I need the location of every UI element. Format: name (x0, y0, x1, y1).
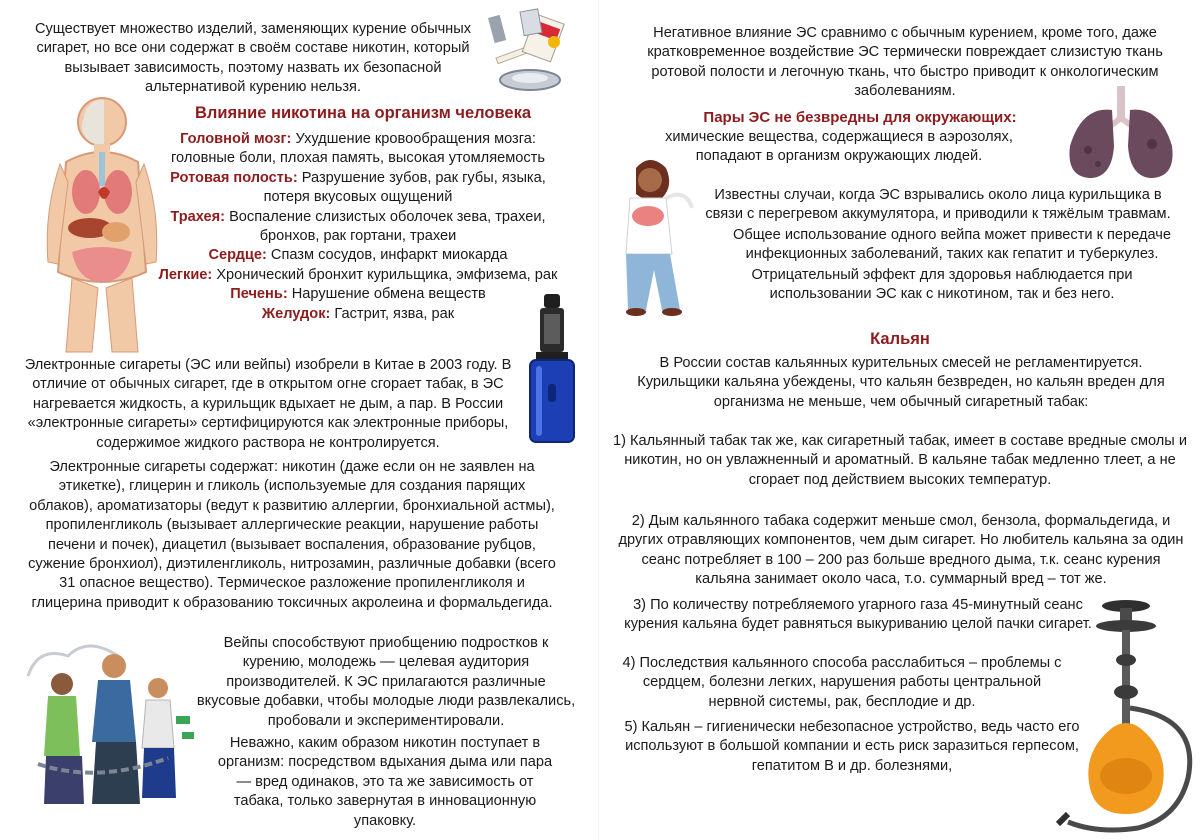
negative-effect-text: Негативное влияние ЭС сравнимо с обычным курением, кроме того, даже кратковременное воздействие ЭС термически повреждает слизистую ткань ротовой полости и легочную ткань, что быстро приводит к онкологическим заболеваниям. (647, 25, 1163, 100)
hookah-intro-text: В России состав кальянных курительных смесей не регламентируется. Курильщики кальяна убеждены, что кальян безвреден, но кальян вреден для организма не меньше, чем обычный сигаретный табак: (637, 355, 1165, 410)
organ-mouth: Ротовая полость: Разрушение зубов, рак губы, языка, потеря вкусовых ощущений (170, 169, 546, 206)
human-anatomy-icon (36, 92, 168, 354)
lungs-icon (1062, 86, 1180, 182)
vape-device-icon (526, 292, 578, 444)
intro-text: Существует множество изделий, заменяющих курение обычных сигарет, но все они содержат в своём составе никотин, который вызывает зависимость, поэтому назвать их безопасной альтернативой курению нельзя. (34, 21, 472, 96)
organ-effects-list (158, 130, 558, 324)
cigarettes-ashtray-icon (478, 8, 574, 96)
organ-trachea: Трахея: Воспаление слизистых оболочек зева, трахеи, бронхов, рак гортани, трахеи (170, 208, 546, 245)
ecig-intro-text: Электронные сигареты (ЭС или вейпы) изобрели в Китае в 2003 году. В отличие от обычных сигарет, где в открытом огне сгорает табак, в ЭС нагревается жидкость, а курильщик вдыхает не дым, а пар. В России «электронные сигареты» сертифицируются как электронные приборы, содержимое жидкого раствора не контролируется. (24, 357, 512, 451)
hookah-point-1: 1) Кальянный табак так же, как сигаретный табак, имеет в составе вредные смолы и никотин, но он увлажненный и ароматный. В кальяне табак медленно тлеет, а не сгорает под действием высоких температур. (612, 433, 1188, 488)
hookah-point-4: 4) Последствия кальянного способа расслабиться – проблемы с сердцем, болезни легких, нарушения работы центральной нервной системы, рак, бесплодие и др. (622, 655, 1062, 710)
organ-liver: Печень: Нарушение обмена веществ (230, 286, 486, 303)
organ-lungs: Легкие: Хронический бронхит курильщика, эмфизема, рак (158, 266, 558, 283)
passive-text: химические вещества, содержащиеся в аэрозолях, попадают в организм окружающих людей. (665, 129, 1013, 165)
hookah-point-5: 5) Кальян – гигиенически небезопасное устройство, ведь часто его используют в большой компании и есть риск заразиться герпесом, гепатитом В и др. болезнями, (624, 719, 1080, 774)
youth-smoking-icon (18, 636, 198, 808)
vapes-youth-text: Вейпы способствуют приобщению подростков к курению, молодежь — целевая аудитория производителей. К ЭС прилагаются различные вкусовые добавки, чтобы молодые люди развлекались, пробовали и экспериментировали. (196, 635, 576, 729)
left-panel (0, 0, 598, 840)
ecig-contents-text: Электронные сигареты содержат: никотин (даже если он не заявлен на этикетке), глицерин и гликоль (используемые для создания парящих облаков), ароматизаторы (ведут к развитию аллергии, бронхиальной астмы), пропиленгликоль (вызывает аллергические реакции, нарушение работы печени и почек), диацетил (вызывает воспаления, образование рубцов, сужение бронхиол), диэтиленгликоль, нитрозамин, различные добавки (всего 31 опасное вещество). Термическое разложение пропиленгликоля и глицерина приводит к образованию токсичных акролеина и формальдегида. (28, 459, 556, 611)
page-fold (598, 0, 599, 840)
hookah-point-3: 3) По количеству потребляемого угарного газа 45-минутный сеанс курения кальяна будет равняться выкуриванию целой пачки сигарет. (624, 597, 1092, 633)
conclusion-text: Неважно, каким образом никотин поступает в организм: посредством вдыхания дыма или пара — вред одинаков, это та же зависимость от табака, только завернутая в инновационную упаковку. (217, 735, 553, 829)
sick-woman-icon (606, 150, 698, 318)
right-panel (602, 0, 1200, 840)
passive-heading: Пары ЭС не безвредны для окружающих: (703, 109, 1017, 126)
organ-heart: Сердце: Спазм сосудов, инфаркт миокарда (208, 247, 508, 264)
nicotine-heading: Влияние никотина на организм человека (194, 104, 532, 122)
hookah-heading: Кальян (870, 330, 930, 348)
shared-use-text: Общее использование одного вейпа может привести к передаче инфекционных заболеваний, таких как гепатит и туберкулез. (732, 227, 1171, 263)
explosions-text: Известны случаи, когда ЭС взрывались около лица курильщика в связи с перегревом аккумулятора, и приводили к тяжёлым травмам. (705, 187, 1171, 223)
effect-text: Отрицательный эффект для здоровья наблюдается при использовании ЭС как с никотином, так и без него. (751, 267, 1133, 303)
organ-brain: Головной мозг: Ухудшение кровообращения мозга: головные боли, плохая память, высокая утомляемость (171, 131, 545, 167)
hookah-icon (1054, 596, 1196, 836)
hookah-point-2: 2) Дым кальянного табака содержит меньше смол, бензола, формальдегида, и других отравляющих компонентов, чем дым сигарет. Но любитель кальяна за один сеанс потребляет в 100 – 200 раз больше вредного дыма, т.к. сеанс курения кальяна занимает около часа, т.о. суммарный вред – тот же. (618, 513, 1184, 588)
organ-stomach: Желудок: Гастрит, язва, рак (261, 305, 455, 322)
